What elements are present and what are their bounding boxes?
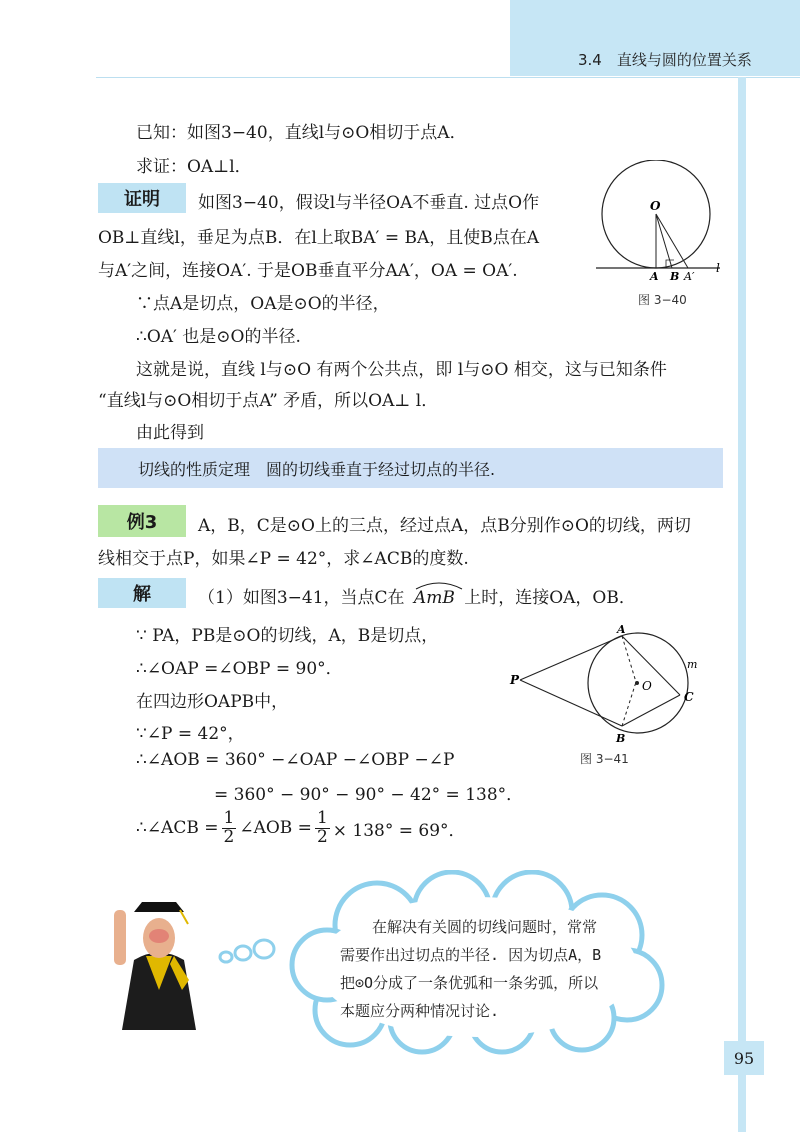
label-a: A — [617, 623, 626, 636]
tip-line: 把⊙O分成了一条优弧和一条劣弧，所以 — [340, 974, 599, 992]
side-stripe — [738, 77, 746, 1132]
theorem-text: 切线的性质定理 圆的切线垂直于经过切点的半径. — [138, 459, 496, 479]
figure-3-40 — [590, 160, 730, 310]
final-prefix: ∴∠ACB = — [136, 818, 219, 839]
tip-line: 需要作出过切点的半径. 因为切点A，B — [340, 946, 602, 964]
label-a: A — [650, 270, 659, 283]
chord-bc — [622, 695, 680, 726]
figure-caption: 图 3−40 — [638, 293, 687, 307]
center-point — [635, 681, 639, 685]
solution-intro — [198, 583, 636, 608]
label-a-prime: A′ — [684, 270, 695, 283]
arc-amb — [414, 588, 455, 608]
tangent-pb — [520, 680, 622, 726]
page-number: 95 — [724, 1041, 764, 1075]
solution-step: = 360° − 90° − 90° − 42° = 138°． — [214, 785, 524, 805]
label-p: P — [510, 673, 520, 687]
solution-step: ∴∠AOB = 360° −∠OAP −∠OBP −∠P — [136, 750, 455, 770]
solution-intro-text: （1）如图3−41，当点C在 — [198, 588, 405, 608]
example-label: 例3 — [98, 505, 186, 537]
solution-label: 解 — [98, 578, 186, 608]
example-line: A，B，C是⊙O上的三点，经过点A，点B分别作⊙O的切线，两切 — [198, 516, 691, 536]
fraction-half — [222, 810, 237, 847]
tassel — [180, 910, 188, 924]
proof-line: 如图3−40，假设l与半径OA不垂直. 过点O作 — [198, 193, 540, 213]
fraction-numerator: 1 — [223, 808, 235, 828]
thought-dots — [218, 935, 278, 975]
proof-line: 这就是说，直线 l与⊙O 有两个公共点，即 l与⊙O 相交，这与已知条件 — [136, 360, 667, 380]
arc-amb-text: AmB — [413, 588, 455, 608]
solution-intro-end: 上时，连接OA，OB． — [464, 588, 636, 608]
label-b: B — [616, 732, 626, 745]
mortarboard — [134, 902, 184, 912]
solution-final — [136, 810, 466, 847]
solution-step: ∴∠OAP =∠OBP = 90°． — [136, 659, 343, 679]
fraction-half — [315, 810, 330, 847]
solution-step: ∵∠P = 42°， — [136, 724, 245, 744]
figure-caption: 图 3−41 — [580, 752, 629, 766]
label-o: O — [650, 199, 661, 213]
theorem-band — [98, 448, 723, 488]
proof-line: ∵点A是切点，OA是⊙O的半径， — [136, 294, 390, 314]
label-b: B — [670, 270, 680, 283]
proof-line: OB⊥直线l，垂足为点B．在l上取BA′ = BA，且使B点在A — [98, 228, 540, 248]
tip-line: 本题应分两种情况讨论. — [340, 1002, 500, 1020]
final-end: × 138° = 69°． — [332, 820, 466, 841]
prove-statement: 求证：OA⊥l． — [136, 157, 252, 177]
graduate-figure — [104, 890, 214, 1030]
fraction-numerator: 1 — [316, 808, 328, 828]
given-statement: 已知：如图3−40，直线l与⊙O相切于点A． — [136, 123, 467, 143]
example-line: 线相交于点P，如果∠P = 42°，求∠ACB的度数. — [98, 549, 469, 569]
proof-label: 证明 — [98, 183, 186, 213]
label-m: m — [687, 658, 698, 671]
label-c: C — [684, 690, 694, 704]
arc-symbol — [414, 580, 464, 590]
header-rule — [96, 77, 800, 78]
proof-line: 与A′之间，连接OA′. 于是OB垂直平分AA′，OA = OA′. — [98, 261, 518, 281]
proof-line: 由此得到 — [136, 423, 204, 443]
proof-line: “直线l与⊙O相切于点A” 矛盾，所以OA⊥ l． — [98, 391, 439, 411]
proof-line: ∴OA′ 也是⊙O的半径. — [136, 327, 301, 347]
tangent-pa — [520, 636, 622, 680]
fraction-denominator: 2 — [316, 826, 328, 847]
face-blush — [149, 929, 169, 943]
fraction-denominator: 2 — [223, 826, 235, 847]
section-title: 3.4 直线与圆的位置关系 — [578, 51, 752, 69]
label-o: O — [642, 679, 652, 693]
raised-arm — [114, 910, 126, 965]
tip-line: 在解决有关圆的切线问题时，常常 — [372, 918, 598, 936]
final-mid: ∠AOB = — [239, 818, 312, 839]
label-l: l — [716, 261, 720, 275]
solution-step: 在四边形OAPB中， — [136, 692, 289, 712]
figure-3-41 — [500, 620, 710, 750]
solution-step: ∵ PA，PB是⊙O的切线，A，B是切点， — [136, 626, 439, 646]
